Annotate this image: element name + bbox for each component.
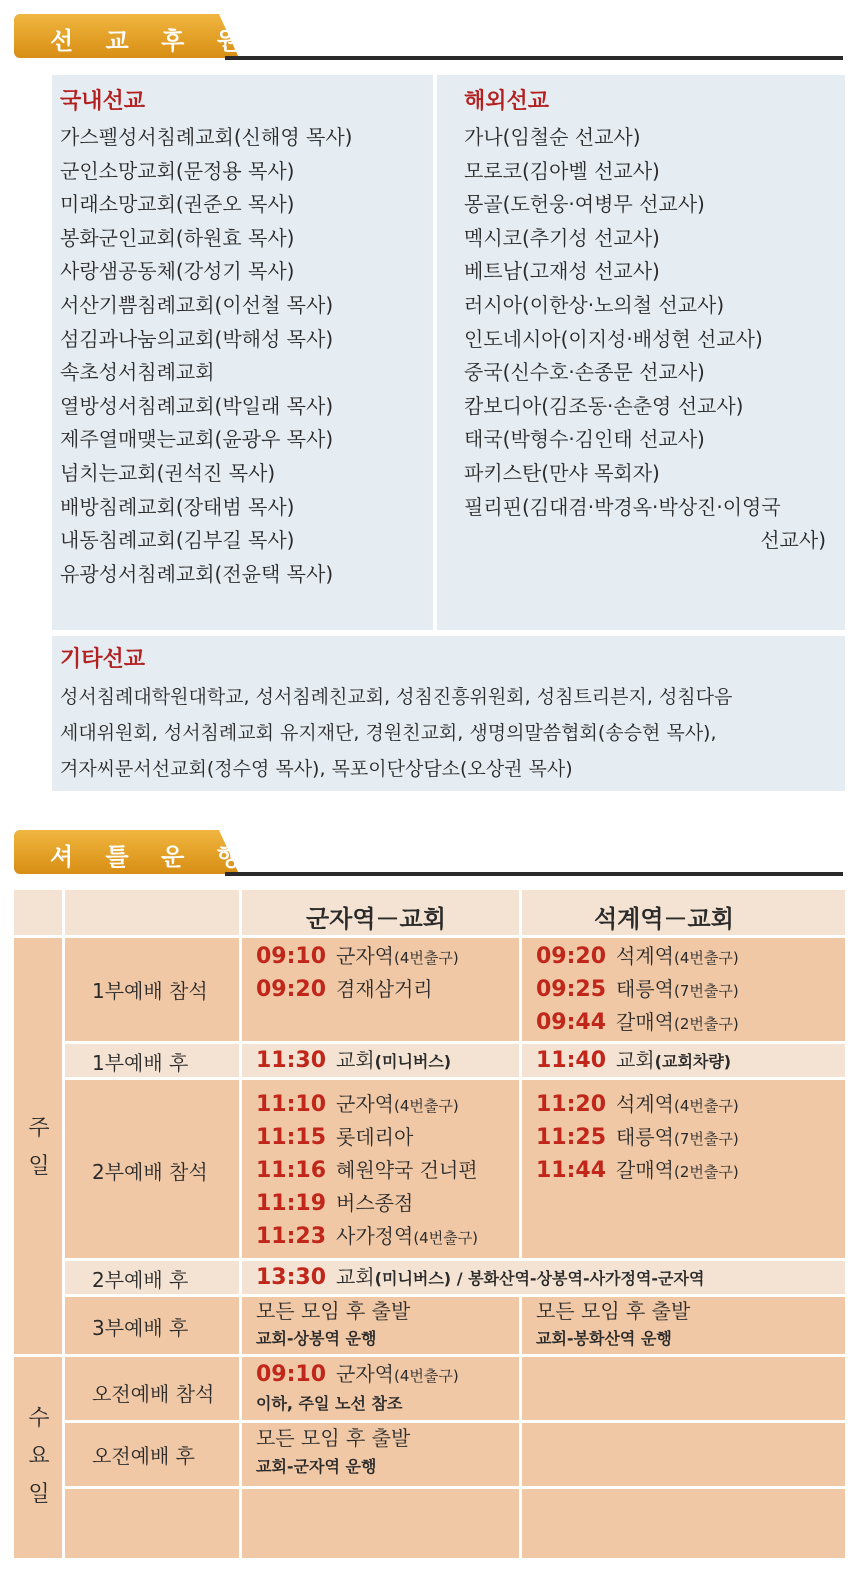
schedule-line: [536, 973, 739, 1006]
row-label-after-1st-service: 1부예배 후: [92, 1051, 189, 1075]
place: 사가정역: [336, 1224, 414, 1248]
shuttle-banner-rule: [225, 872, 843, 876]
note: (4번출구): [674, 1097, 739, 1115]
side-label-wednesday: [24, 1400, 54, 1514]
time: 09:25: [536, 977, 607, 1002]
note: (미니버스): [374, 1052, 452, 1071]
time: 11:10: [256, 1092, 327, 1117]
time: 09:10: [256, 944, 327, 969]
schedule-line: [256, 973, 433, 1006]
place: 태릉역: [616, 1125, 674, 1149]
time: 11:44: [536, 1158, 607, 1183]
place: 겸재삼거리: [336, 977, 433, 1001]
note: (2번출구): [674, 1163, 739, 1181]
schedule-line: 모든 모임 후 출발: [256, 1299, 411, 1323]
schedule-line: 모든 모임 후 출발: [256, 1426, 411, 1450]
other-mission-line: 성서침례대학원대학교, 성서침례친교회, 성침진흥위원회, 성침트리븐지, 성침다음: [60, 686, 733, 708]
schedule-line: [256, 1220, 478, 1253]
list-item: 몽골(도헌웅·여병무 선교사): [464, 192, 705, 217]
schedule-line: [256, 940, 459, 973]
grid-line: [62, 890, 65, 1558]
time: 11:23: [256, 1224, 327, 1249]
grid-line: [62, 1420, 845, 1423]
list-item: 모로코(김아벨 선교사): [464, 158, 660, 183]
schedule-line: [256, 1121, 413, 1154]
list-item: 제주열매맺는교회(윤광우 목사): [60, 427, 334, 452]
list-item: 넘치는교회(권석진 목사): [60, 460, 276, 485]
schedule-line: [536, 940, 739, 973]
column-header-seokgye: 석계역－교회: [594, 905, 734, 933]
domestic-mission-column: [60, 83, 430, 591]
mission-section-title: 선 교 후 원: [50, 27, 252, 55]
note: (4번출구): [394, 1097, 459, 1115]
list-item: 속초성서침례교회: [60, 360, 215, 385]
mission-column-divider: [433, 75, 437, 630]
time: 11:20: [536, 1092, 607, 1117]
grid-line: [62, 1294, 845, 1297]
mission-banner: [0, 14, 857, 64]
side-char: 요: [28, 1444, 50, 1469]
note: (2번출구): [674, 1015, 739, 1033]
list-item: 배방침례교회(장태범 목사): [60, 494, 295, 519]
route-note: 교회-군자역 운행: [256, 1457, 377, 1476]
time: 11:16: [256, 1158, 327, 1183]
schedule-line: [536, 1088, 739, 1121]
note: (미니버스) / 봉화산역-상봉역-사가정역-군자역: [374, 1269, 705, 1288]
list-item: 가나(임철순 선교사): [464, 125, 641, 149]
place: 혜원약국 건너편: [336, 1158, 478, 1182]
schedule-line: [536, 1006, 739, 1039]
mission-panel: [52, 75, 845, 791]
list-item: 가스펠성서침례교회(신해영 목사): [60, 125, 353, 149]
list-item-continuation: 선교사): [760, 528, 826, 553]
other-mission-title: 기타선교: [60, 647, 146, 672]
column-header-gunja: 군자역－교회: [306, 905, 446, 933]
schedule-line: 모든 모임 후 출발: [536, 1299, 691, 1323]
grid-line: [14, 1354, 845, 1357]
shuttle-section-title: 셔 틀 운 행: [50, 843, 252, 871]
schedule-line: [256, 1088, 459, 1121]
time: 11:15: [256, 1125, 327, 1150]
schedule-line: [536, 1154, 739, 1187]
grid-line: [519, 890, 522, 1260]
time: 09:10: [256, 1362, 327, 1387]
list-item: 인도네시아(이지성·배성현 선교사): [464, 326, 763, 351]
other-mission-line: 세대위원회, 성서침례교회 유지재단, 경원친교회, 생명의말씀협회(송승현 목사),: [60, 722, 717, 744]
shuttle-banner: [0, 830, 857, 880]
grid-line: [239, 890, 242, 1558]
list-item: 미래소망교회(권준오 목사): [60, 192, 295, 217]
list-item: 태국(박형수·김인태 선교사): [464, 427, 705, 452]
place: 군자역: [336, 1092, 394, 1116]
list-item: 서산기쁨침례교회(이선철 목사): [60, 292, 334, 317]
place: 교회: [616, 1048, 655, 1072]
list-item: 내동침례교회(김부길 목사): [60, 528, 295, 553]
list-item: 봉화군인교회(하원효 목사): [60, 225, 295, 250]
place: 군자역: [336, 1362, 394, 1386]
time: 11:25: [536, 1125, 607, 1150]
route-note: 이하, 주일 노선 참조: [256, 1394, 403, 1413]
list-item: 베트남(고재성 선교사): [464, 259, 660, 284]
grid-line: [62, 1077, 845, 1080]
time: 09:20: [536, 944, 607, 969]
side-char: 일: [28, 1482, 50, 1507]
note: (4번출구): [413, 1229, 479, 1247]
side-label-sunday: [24, 1110, 54, 1186]
place: 버스종점: [336, 1191, 414, 1215]
side-char: 수: [28, 1406, 50, 1431]
mission-row-divider: [52, 630, 845, 636]
overseas-mission-title: 해외선교: [464, 89, 550, 114]
row-label-2nd-service: 2부예배 참석: [92, 1160, 208, 1184]
other-mission-line: 겨자씨문서선교회(정수영 목사), 목포이단상담소(오상권 목사): [60, 758, 573, 780]
overseas-mission-list: [464, 121, 834, 558]
domestic-mission-list: [60, 121, 430, 591]
list-item: 중국(신수호·손종문 선교사): [464, 360, 705, 385]
place: 갈매역: [616, 1010, 674, 1034]
list-item: 필리핀(김대겸·박경옥·박상진·이영국: [464, 494, 781, 519]
note: (7번출구): [674, 982, 739, 1000]
list-item: 군인소망교회(문정용 목사): [60, 158, 295, 183]
list-item: 섬김과나눔의교회(박해성 목사): [60, 326, 334, 351]
grid-line: [519, 1295, 522, 1558]
other-mission-block: [60, 641, 840, 787]
time: 09:44: [536, 1010, 607, 1035]
schedule-line: [256, 1044, 451, 1077]
place: 갈매역: [616, 1158, 674, 1182]
grid-line: [14, 935, 845, 938]
route-note: 교회-봉화산역 운행: [536, 1329, 672, 1348]
note: (7번출구): [674, 1130, 739, 1148]
note: (4번출구): [394, 949, 459, 967]
list-item: 사랑샘공동체(강성기 목사): [60, 259, 295, 284]
list-item: 캄보디아(김조동·손춘영 선교사): [464, 393, 744, 418]
mission-banner-rule: [225, 56, 843, 60]
grid-line: [62, 1486, 845, 1489]
time: 09:20: [256, 977, 327, 1002]
time: 11:40: [536, 1048, 607, 1073]
place: 태릉역: [616, 977, 674, 1001]
schedule-line: [256, 1154, 478, 1187]
place: 석계역: [616, 944, 674, 968]
note: (4번출구): [394, 1367, 459, 1385]
list-item: 멕시코(추기성 선교사): [464, 225, 660, 250]
time: 11:30: [256, 1048, 327, 1073]
place: 석계역: [616, 1092, 674, 1116]
list-item: 열방성서침례교회(박일래 목사): [60, 393, 334, 418]
list-item: 유광성서침례교회(전윤택 목사): [60, 561, 334, 586]
row-label-morning-service: 오전예배 참석: [92, 1382, 215, 1406]
schedule-line: [256, 1187, 413, 1220]
row-label-after-3rd-service: 3부예배 후: [92, 1316, 189, 1340]
shuttle-table: [14, 890, 845, 1558]
route-note: 교회-상봉역 운행: [256, 1329, 377, 1348]
place: 군자역: [336, 944, 394, 968]
schedule-line: [536, 1044, 731, 1077]
side-char: 일: [28, 1154, 50, 1179]
note: (교회차량): [654, 1052, 732, 1071]
schedule-line: [256, 1261, 704, 1294]
place: 롯데리아: [336, 1125, 414, 1149]
overseas-mission-column: [464, 83, 834, 558]
list-item: 러시아(이한상·노의철 선교사): [464, 292, 725, 317]
row-label-after-2nd-service: 2부예배 후: [92, 1268, 189, 1292]
note: (4번출구): [674, 949, 739, 967]
place: 교회: [336, 1265, 375, 1289]
place: 교회: [336, 1048, 375, 1072]
row-label-1st-service: 1부예배 참석: [92, 979, 208, 1003]
row-label-after-morning-service: 오전예배 후: [92, 1444, 195, 1468]
time: 11:19: [256, 1191, 327, 1216]
schedule-line: [536, 1121, 739, 1154]
side-char: 주: [28, 1116, 50, 1141]
list-item: 파키스탄(만샤 목회자): [464, 460, 660, 485]
domestic-mission-title: 국내선교: [60, 89, 146, 114]
time: 13:30: [256, 1265, 327, 1290]
